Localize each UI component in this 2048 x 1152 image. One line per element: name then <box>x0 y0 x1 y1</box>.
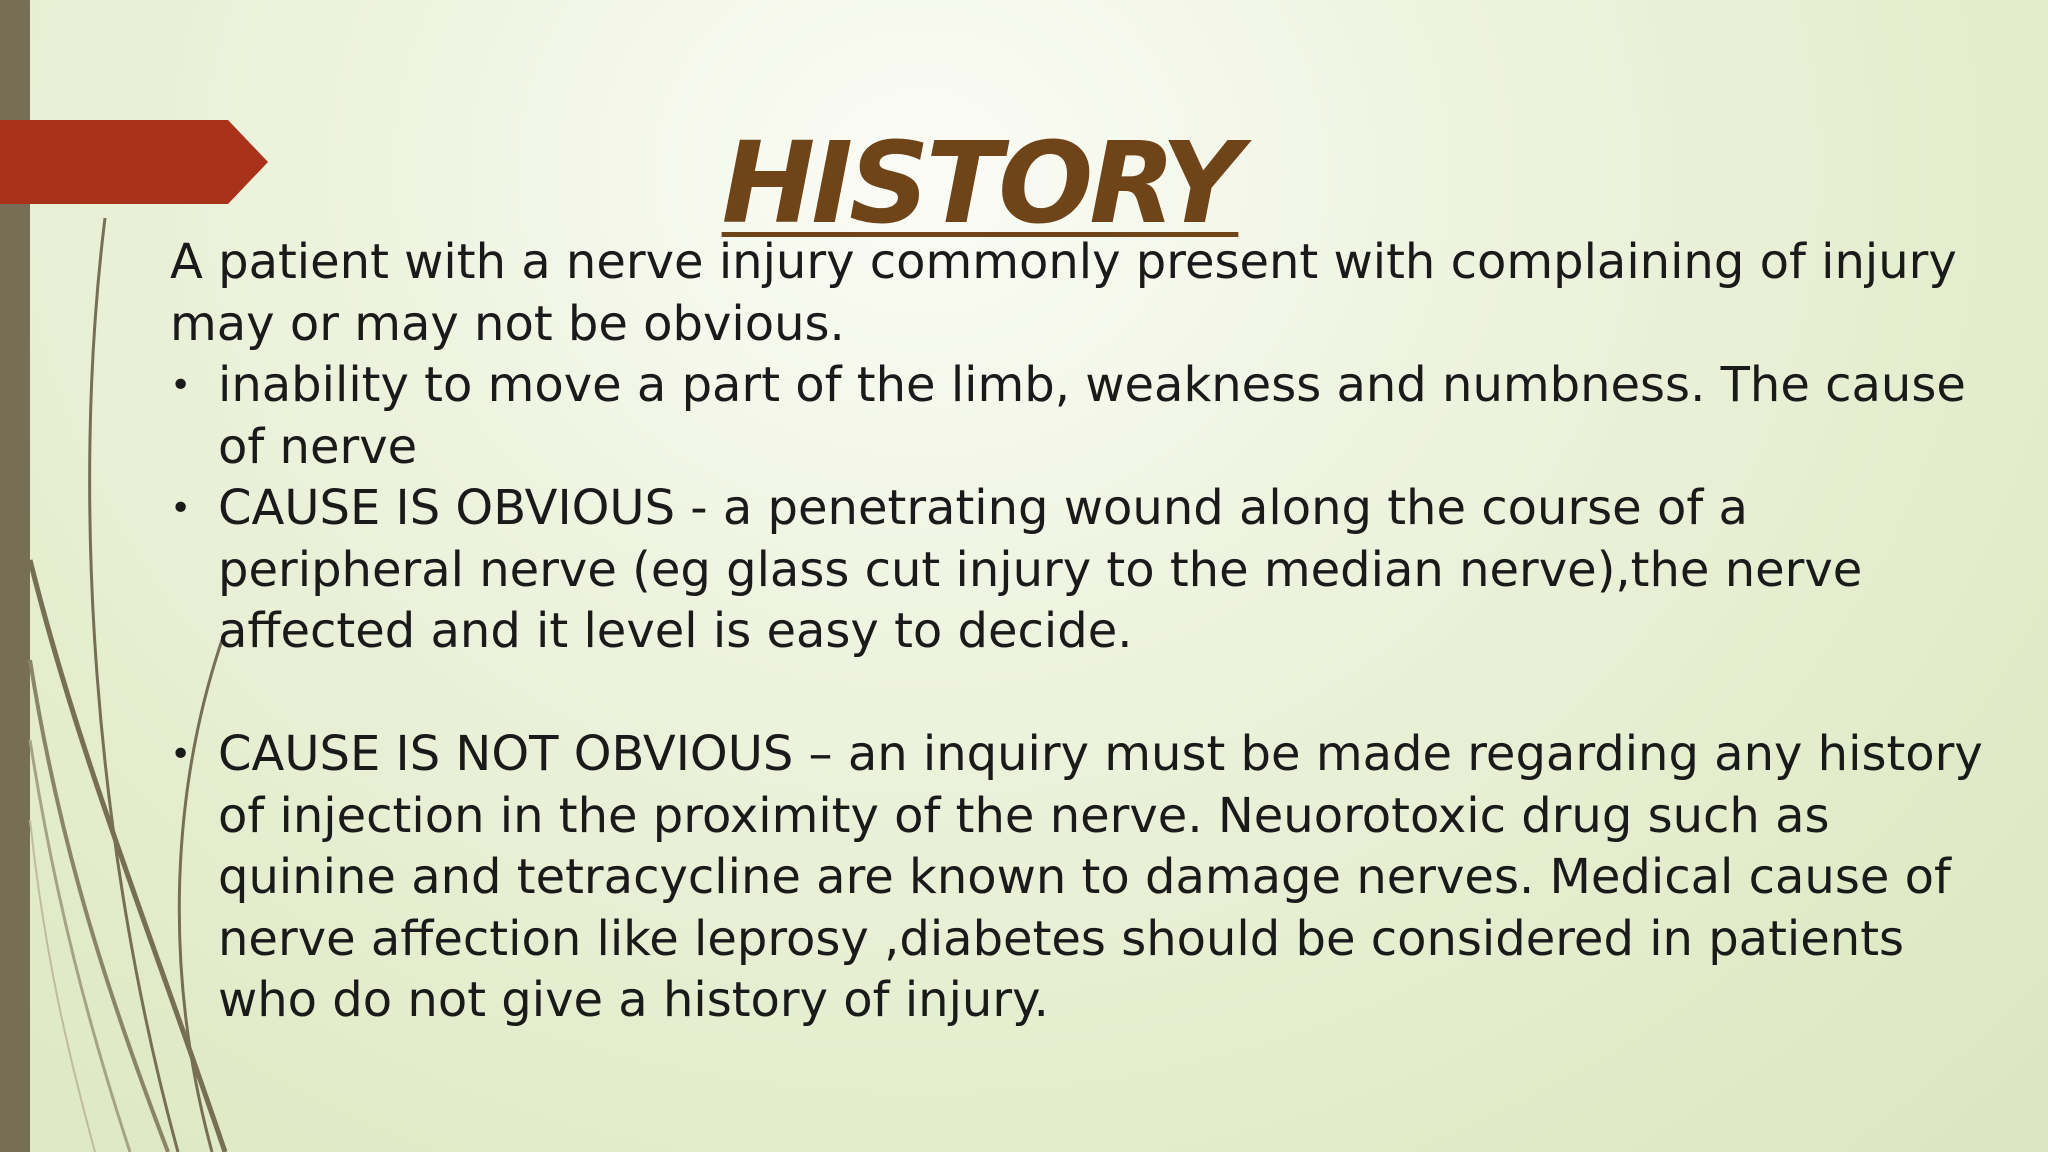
bullet-item <box>170 478 2000 663</box>
bullet-text: CAUSE IS NOT OBVIOUS – an inquiry must be made regarding any history of injection in the proximity of the nerve. Neuorotoxic drug such as quinine and tetracycline are known to damage nerves. Medical cause of nerve affection like leprosy ,diabetes should be considered in patients who do not give a history of injury. <box>218 726 1983 1028</box>
bullet-text: CAUSE IS OBVIOUS - a penetrating wound along the course of a peripheral nerve (eg glass cut injury to the median nerve),the nerve affected and it level is easy to decide. <box>218 480 1863 659</box>
slide-title: HISTORY <box>721 119 1239 250</box>
intro-paragraph: A patient with a nerve injury commonly present with complaining of injury may or may not be obvious. <box>170 234 1957 352</box>
bullet-list <box>170 355 2000 1032</box>
bullet-item <box>170 355 2000 478</box>
bullet-item <box>170 724 2000 1032</box>
bullet-icon: • <box>170 365 192 406</box>
bullet-icon: • <box>170 488 192 529</box>
bullet-icon: • <box>170 734 192 775</box>
list-spacer <box>170 663 2000 725</box>
bullet-text: inability to move a part of the limb, weakness and numbness. The cause of nerve <box>218 357 1966 475</box>
slide-body <box>170 232 2000 1032</box>
